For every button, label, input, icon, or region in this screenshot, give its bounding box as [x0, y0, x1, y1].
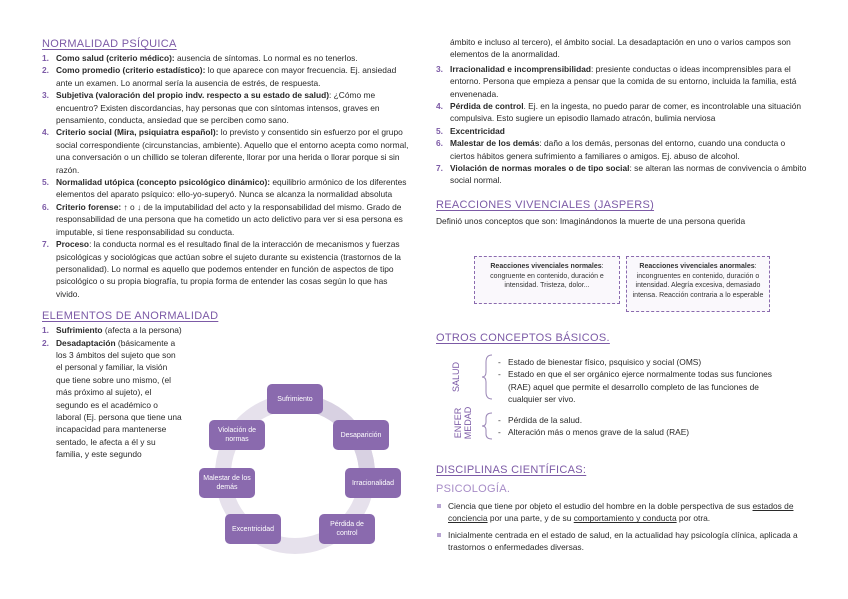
box-reacciones-normales: Reacciones vivenciales normales: congruente en contenido, duración e intensidad. Tristeza, dolor... [474, 256, 620, 304]
salud-list [498, 356, 788, 406]
elementos-list-continued [436, 63, 808, 187]
anormalidad-cycle-diagram [195, 382, 395, 582]
psicologia-title: PSICOLOGÍA. [436, 483, 511, 495]
elementos-list [42, 324, 182, 460]
bullet-square-icon [437, 504, 441, 508]
section-title-elementos: ELEMENTOS DE ANORMALIDAD [42, 310, 219, 323]
cycle-node-sufrimiento: Sufrimiento [267, 384, 323, 414]
list-item: 2. Desadaptación (básicamente a los 3 ámbitos del sujeto que son el personal y familiar, la visión que tiene sobre uno mismo, (el más próximo al sujeto), el segundo es el académico o laboral (Ej. persona que tiene una incapacidad para mantenerse sentado, le afecta a él y su familia, y este segundo [42, 337, 182, 460]
list-item: - Pérdida de la salud. [498, 414, 788, 426]
list-item: - Estado de bienestar físico, psquisico y social (OMS) [498, 356, 788, 368]
enfermedad-bracket [482, 412, 494, 440]
list-item: 5. Normalidad utópica (concepto psicológico dinámico): equilibrio armónico de los diferentes elementos del aparato psíquico: ello-yo-superyó. Nunca se alcanza la normalidad absoluta [42, 177, 407, 200]
psicologia-list [436, 500, 806, 558]
list-item: - Alteración más o menos grave de la salud (RAE) [498, 426, 788, 438]
list-item: 1. Como salud (criterio médico): ausencia de síntomas. Lo normal es no tenerlos. [42, 53, 358, 63]
list-item: 3. Subjetiva (valoración del propio indv. respecto a su estado de salud): ¿Cómo me encuentro? Existen discordancias, hay personas que con síntomas intensos, graves en pensamiento, conducta, ansiedad que se perciben como sano. [42, 90, 380, 126]
list-item: 6. Malestar de los demás: daño a los demás, personas del entorno, cuando una conducta o ciertos hábitos genera sufrimiento a familiares o amigos. Ej. abuso de alcohol. [436, 138, 786, 161]
salud-bracket [482, 354, 494, 400]
list-item: 1. Sufrimiento (afecta a la persona) [42, 325, 182, 336]
section-title-normalidad: NORMALIDAD PSÍQUICA [42, 38, 177, 50]
list-item: Ciencia que tiene por objeto el estudio del hombre en la doble perspectiva de sus estados de conciencia por una parte, y de su comportamiento y conducta por otra. [436, 500, 806, 525]
cycle-node-excentricidad: Excentricidad [225, 514, 281, 544]
section-title-otros-conceptos: OTROS CONCEPTOS BÁSICOS. [436, 332, 610, 344]
section-title-disciplinas: DISCIPLINAS CIENTÍFICAS: [436, 464, 587, 476]
list-item: 7. Violación de normas morales o de tipo social: se alteran las normas de convivencia o ámbito social normal. [436, 163, 807, 186]
cycle-node-irracionalidad: Irracionalidad [345, 468, 401, 498]
section-title-reacciones: REACCIONES VIVENCIALES (JASPERS) [436, 198, 655, 211]
box-reacciones-anormales: Reacciones vivenciales anormales: incongruentes en contenido, duración o intensidad. Alegría excesiva, demasiado intensa. Reacción contraria a lo esperable [626, 256, 770, 312]
reacciones-intro: Definió unos conceptos que son: Imaginándonos la muerte de una persona querida [436, 215, 746, 226]
list-item: 4. Pérdida de control. Ej. en la ingesta, no puedo parar de comer, es incontrolable una situación compulsiva. Esto sugiere un episodio llamado atracón, bulimia nerviosa [436, 101, 802, 124]
cycle-node-violacion: Violación de normas [209, 420, 265, 450]
list-item: 7. Proceso: la conducta normal es el resultado final de la interacción de mecanismos y fuerzas psicológicas y sociológicas que actúan sobre el sujeto durante su existencia (trastornos de la personalidad). Lo normal es aquello que podemos entender en función de aspectos de tipo psicológico o su propia biografía, tu propia forma de entender las cosas según lo que has vivido. [42, 239, 401, 299]
cycle-node-malestar: Malestar de los demás [199, 468, 255, 498]
cycle-node-perdida-control: Pérdida de control [319, 514, 375, 544]
list-item: 2. Como promedio (criterio estadístico): lo que aparece con mayor frecuencia. Ej. ansiedad ante un examen. Lo anormal sería la ausencia de estrés, de respuesta. [42, 65, 397, 88]
enfermedad-label-1: ENFER [453, 407, 463, 439]
list-item: 4. Criterio social (Mira, psiquiatra español): lo previsto y consentido sin esfuerzo por el grupo social correspondiente (circunstancias, ambiente). Aquello que el entorno acepta como normal, una conversación o un chillido se toleran diferente, llorar por una herida o llorar porque si sin razón. [42, 127, 409, 175]
normalidad-list [42, 52, 412, 300]
cycle-node-desaparicion: Desaparición [333, 420, 389, 450]
right-column [436, 0, 808, 227]
list-item: 3. Irracionalidad e incomprensibilidad: presiente conductas o ideas incomprensibles para el entorno. Persona que empieza a pensar que la comida de su entorno, incluida la familia, está envenenada. [436, 63, 797, 99]
list-item: Inicialmente centrada en el estado de salud, en la actualidad hay psicología clínica, aplicada a trastornos o enfermedades diversas. [436, 529, 806, 554]
list-item: 6. Criterio forense: ↑ o ↓ de la imputabilidad del acto y la responsabilidad del mismo. Grado de responsabilidad de una persona que ha cometido un acto delictivo para ver si esa persona es imputable, si tiene responsabilidad su conducta. [42, 201, 403, 237]
enfermedad-list [498, 414, 788, 439]
bullet-square-icon [437, 533, 441, 537]
continued-text: ámbito e incluso al tercero), el ámbito social. La desadaptación en uno o varios campos son elementos de la anormalidad. [450, 37, 791, 60]
list-item: 5. Excentricidad [436, 125, 505, 136]
salud-label: SALUD [451, 362, 461, 393]
enfermedad-label-2: MEDAD [463, 406, 473, 440]
list-item: - Estado en que el ser orgánico ejerce normalmente todas sus funciones (RAE) aquel que permite el desarrollo completo de las funciones de cualquier ser vivo. [498, 368, 788, 405]
